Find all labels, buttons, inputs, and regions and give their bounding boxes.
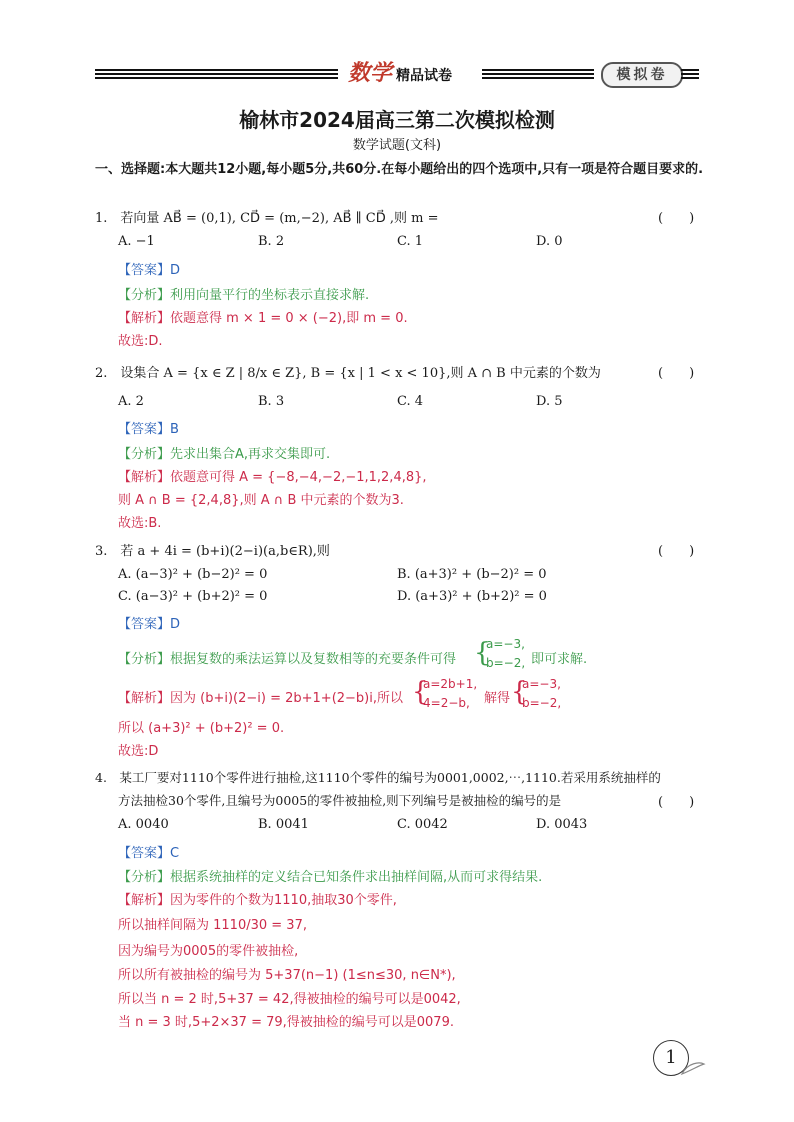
q4-analysis: 【分析】根据系统抽样的定义结合已知条件求出抽样间隔,从而可求得结果. [118, 870, 543, 885]
q2-stem: 2. 设集合 A = {x ∈ Z | 8/x ∈ Z}, B = {x | 1 < x < 10},则 A ∩ B 中元素的个数为 [95, 366, 601, 381]
q1-option-a: A. −1 [118, 234, 155, 249]
q1-solution-line2: 故选:D. [118, 334, 163, 349]
leaf-icon [680, 1060, 706, 1076]
q3-sol-sys3: a=−3, [522, 677, 561, 691]
logo-main-text: 数学 [348, 61, 393, 86]
q3-option-b: B. (a+3)² + (b−2)² = 0 [397, 567, 547, 582]
q3-solution-brace1: { [412, 677, 429, 707]
q2-answer-paren: ( ) [658, 366, 695, 381]
q4-solution-line2: 所以抽样间隔为 1110/30 = 37, [118, 918, 307, 933]
header-rule-middle [482, 69, 594, 81]
header-rule-right [681, 69, 699, 81]
q3-solution-brace2: { [511, 677, 528, 707]
q3-option-a: A. (a−3)² + (b−2)² = 0 [118, 567, 268, 582]
q4-solution-line3: 因为编号为0005的零件被抽检, [118, 944, 299, 959]
q2-solution-line1: 【解析】依题意可得 A = {−8,−4,−2,−1,1,2,4,8}, [118, 470, 427, 485]
q3-answer-paren: ( ) [658, 544, 695, 559]
q3-option-c: C. (a−3)² + (b+2)² = 0 [118, 589, 268, 604]
q1-analysis: 【分析】利用向量平行的坐标表示直接求解. [118, 288, 370, 303]
q4-answer: 【答案】C [118, 846, 180, 861]
q2-answer: 【答案】B [118, 422, 179, 437]
brand-logo [348, 56, 452, 87]
logo-sub-text: 精品试卷 [396, 68, 453, 84]
q1-option-b: B. 2 [258, 234, 285, 249]
q2-option-b: B. 3 [258, 394, 285, 409]
q3-analysis: 【分析】根据复数的乘法运算以及复数相等的充要条件可得 [118, 652, 457, 667]
q3-sol-mid: 解得 [484, 691, 511, 706]
q3-option-d: D. (a+3)² + (b+2)² = 0 [397, 589, 547, 604]
q2-solution-line3: 故选:B. [118, 516, 162, 531]
q4-solution-line6: 当 n = 3 时,5+2×37 = 79,得被抽检的编号可以是0079. [118, 1015, 454, 1030]
q3-solution-line3: 故选:D [118, 744, 159, 759]
q1-solution-line1: 【解析】依题意得 m × 1 = 0 × (−2),即 m = 0. [118, 311, 408, 326]
q2-option-c: C. 4 [397, 394, 424, 409]
page-title: 榆林市2024届高三第二次模拟检测 [239, 108, 555, 132]
q3-solution-line2: 所以 (a+3)² + (b+2)² = 0. [118, 721, 285, 736]
q3-solution-line1: 【解析】因为 (b+i)(2−i) = 2b+1+(2−b)i,所以 [118, 691, 403, 706]
q2-analysis: 【分析】先求出集合A,再求交集即可. [118, 447, 331, 462]
q4-solution-line1: 【解析】因为零件的个数为1110,抽取30个零件, [118, 893, 397, 908]
page-subtitle: 数学试题(文科) [352, 138, 442, 153]
q2-solution-line2: 则 A ∩ B = {2,4,8},则 A ∩ B 中元素的个数为3. [118, 493, 404, 508]
q3-sol-sys1: a=2b+1, [423, 677, 478, 691]
q4-stem-line2: 方法抽检30个零件,且编号为0005的零件被抽检,则下列编号是被抽检的编号的是 [118, 793, 562, 808]
q1-option-d: D. 0 [536, 234, 563, 249]
q1-answer-paren: ( ) [658, 211, 695, 226]
mock-exam-badge: 模拟卷 [601, 62, 683, 88]
q1-option-c: C. 1 [397, 234, 424, 249]
q3-sol-sys4: b=−2, [522, 696, 562, 710]
q2-option-d: D. 5 [536, 394, 563, 409]
q3-analysis-brace: { [474, 638, 491, 668]
q3-stem: 3. 若 a + 4i = (b+i)(2−i)(a,b∈R),则 [95, 544, 330, 559]
q4-option-d: D. 0043 [536, 817, 588, 832]
q3-analysis-sys1: a=−3, [486, 637, 525, 651]
header-rule-left [95, 69, 338, 81]
q4-answer-paren: ( ) [658, 795, 695, 810]
q4-option-b: B. 0041 [258, 817, 309, 832]
q4-solution-line4: 所以所有被抽检的编号为 5+37(n−1) (1≤n≤30, n∈N*), [118, 968, 456, 983]
q3-sol-sys2: 4=2−b, [423, 696, 470, 710]
q3-analysis-end: 即可求解. [531, 652, 588, 667]
q3-answer: 【答案】D [118, 617, 181, 632]
q4-option-c: C. 0042 [397, 817, 448, 832]
q4-stem-line1: 4. 某工厂要对1110个零件进行抽检,这1110个零件的编号为0001,0002,⋯,1110.若采用系统抽样的 [95, 770, 661, 785]
q1-answer: 【答案】D [118, 263, 181, 278]
q3-analysis-sys2: b=−2, [486, 656, 526, 670]
q1-stem: 1. 若向量 AB⃗ = (0,1), CD⃗ = (m,−2), AB⃗ ∥ CD⃗ ,则 m = [95, 211, 439, 226]
q4-option-a: A. 0040 [118, 817, 169, 832]
q4-solution-line5: 所以当 n = 2 时,5+37 = 42,得被抽检的编号可以是0042, [118, 992, 461, 1007]
section-instructions: 一、选择题:本大题共12小题,每小题5分,共60分.在每小题给出的四个选项中,只有一项是符合题目要求的. [95, 162, 704, 177]
page-number: 1 [653, 1040, 689, 1076]
q2-option-a: A. 2 [118, 394, 144, 409]
